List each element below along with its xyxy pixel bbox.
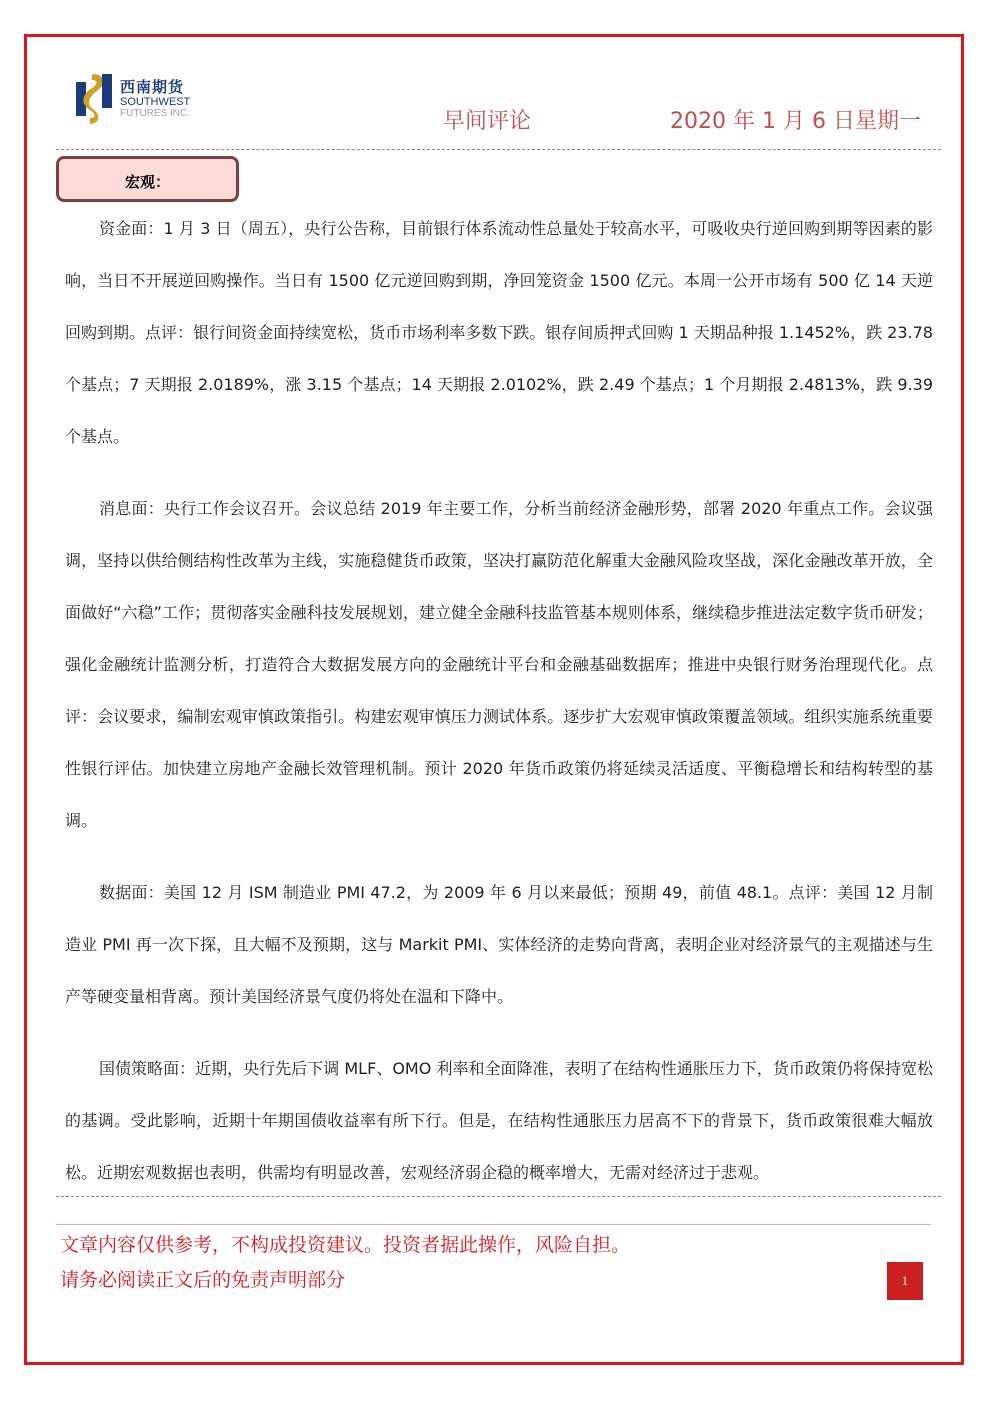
- paragraph-bond-strategy: 国债策略面：近期，央行先后下调 MLF、OMO 利率和全面降准，表明了在结构性通胀压力下，货币政策仍将保持宽松的基调。受此影响，近期十年期国债收益率有所下行。但是，在结构性通胀压力居高不下的背景下，货币政策很难大幅放松。近期宏观数据也表明，供需均有明显改善，宏观经济弱企稳的概率增大，无需对经济过于悲观。: [65, 1059, 933, 1182]
- report-date: 2020 年 1 月 6 日星期一: [670, 109, 921, 134]
- disclaimer-text: 文章内容仅供参考，不构成投资建议。投资者据此操作，风险自担。: [60, 1234, 631, 1256]
- logo-name-en: SOUTHWEST: [120, 96, 191, 108]
- header-divider: [56, 149, 941, 150]
- content-divider: [56, 1196, 941, 1197]
- logo-name-en-sub: FUTURES INC.: [120, 108, 190, 119]
- section-label: 宏观：: [125, 173, 171, 191]
- footer-divider: [56, 1224, 931, 1225]
- disclaimer-notice: 请务必阅读正文后的免责声明部分: [60, 1269, 346, 1291]
- paragraph-funding: 资金面：1 月 3 日（周五），央行公告称，目前银行体系流动性总量处于较高水平，可吸收央行逆回购到期等因素的影响，当日不开展逆回购操作。当日有 1500 亿元逆回购到期，净回笼资金 1500 亿元。本周一公开市场有 500 亿 14 天逆回购到期。点评：银行间资金面持续宽松，货币市场利率多数下跌。银存间质押式回购 1 天期品种报 1.1452%，跌 23.78 个基点；7 天期报 2.0189%，涨 3.15 个基点；14 天期报 2.0102%，跌 2.49 个基点；1 个月期报 2.4813%，跌 9.39 个基点。: [65, 219, 933, 446]
- paragraph-data: 数据面：美国 12 月 ISM 制造业 PMI 47.2，为 2009 年 6 月以来最低；预期 49，前值 48.1。点评：美国 12 月制造业 PMI 再一次下探，且大幅不及预期，这与 Markit PMI、实体经济的走势向背离，表明企业对经济景气的主观描述与生产等硬变量相背离。预计美国经济景气度仍将处在温和下降中。: [65, 883, 933, 1006]
- report-title: 早间评论: [443, 109, 532, 134]
- logo-mark-icon: [72, 70, 118, 126]
- page-number-badge: 1: [887, 1262, 923, 1300]
- section-header-box: [56, 156, 239, 202]
- logo-name-cn: 西南期货: [120, 78, 185, 96]
- company-logo: [72, 70, 210, 126]
- paragraph-news: 消息面：央行工作会议召开。会议总结 2019 年主要工作，分析当前经济金融形势，部署 2020 年重点工作。会议强调，坚持以供给侧结构性改革为主线，实施稳健货币政策，坚决打赢防范化解重大金融风险攻坚战，深化金融改革开放，全面做好“六稳”工作；贯彻落实金融科技发展规划，建立健全金融科技监管基本规则体系，继续稳步推进法定数字货币研发；强化金融统计监测分析，打造符合大数据发展方向的金融统计平台和金融基础数据库；推进中央银行财务治理现代化。点评：会议要求，编制宏观审慎政策指引。构建宏观审慎压力测试体系。逐步扩大宏观审慎政策覆盖领域。组织实施系统重要性银行评估。加快建立房地产金融长效管理机制。预计 2020 年货币政策仍将延续灵活适度、平衡稳增长和结构转型的基调。: [65, 499, 933, 830]
